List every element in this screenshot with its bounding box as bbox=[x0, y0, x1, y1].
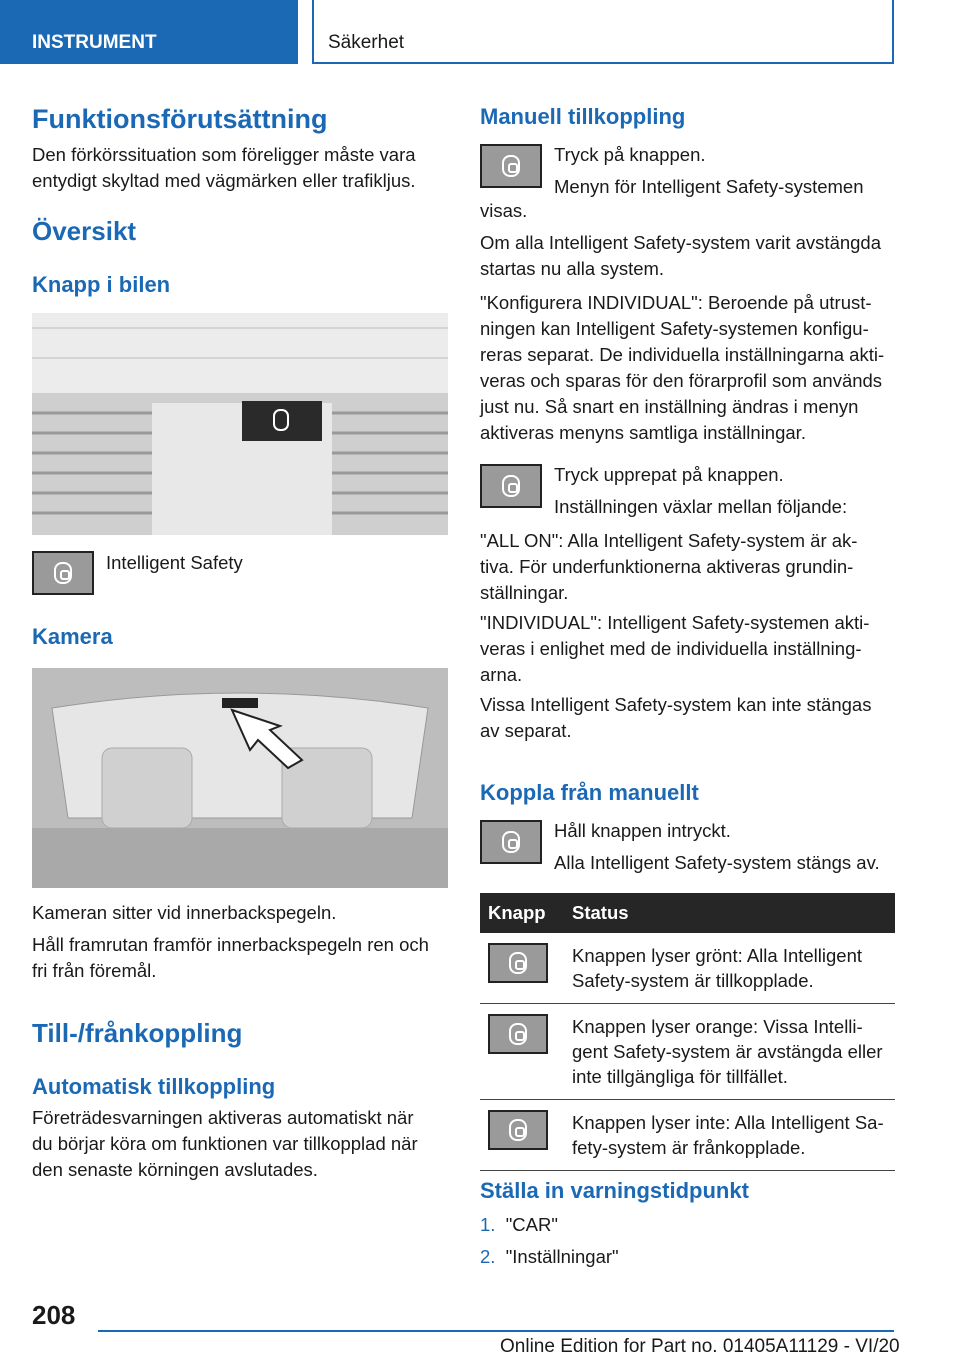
intelligent-safety-button-icon bbox=[32, 551, 94, 595]
step3b: Alla Intelligent Safety-system stängs av. bbox=[554, 852, 880, 873]
step1b-a: Menyn för Intelligent Safety-systemen bbox=[554, 176, 864, 197]
table-row bbox=[480, 1004, 895, 1100]
para-indiv: "INDIVIDUAL": Intelligent Safety-systemen akti- veras i enlighet med de individuella inställning- arna. bbox=[480, 612, 870, 685]
section-tab bbox=[0, 0, 298, 64]
heading-koppla: Koppla från manuellt bbox=[480, 780, 699, 805]
para-konf: "Konfigurera INDIVIDUAL": Beroende på utrust- ningen kan Intelligent Safety-systemen konfigu- reras separat. De individuella inställningarna akti- veras och sparas för den förarprofil som används just nu. Så snart en inställning ändras i menyn aktiveras menyns samtliga inställningar. bbox=[480, 292, 885, 443]
para-auto: Företrädesvarningen aktiveras automatiskt när du börjar köra om funktionen var tillkopplad när den senaste körningen avslutades. bbox=[32, 1107, 418, 1180]
status-cell: Knappen lyser inte: Alla Intelligent Sa- fety-system är frånkopplade. bbox=[564, 1100, 895, 1171]
footer-rule bbox=[98, 1330, 894, 1332]
button-icon-2 bbox=[480, 464, 542, 508]
dashboard-photo bbox=[32, 313, 448, 535]
heading-oversikt: Översikt bbox=[32, 216, 137, 246]
list-item: 1. "CAR" bbox=[480, 1214, 558, 1235]
col-knapp: Knapp bbox=[480, 893, 564, 933]
section-title: INSTRUMENT bbox=[32, 32, 157, 53]
button-green-icon bbox=[488, 943, 548, 983]
heading-kamera: Kamera bbox=[32, 624, 113, 649]
table-row bbox=[480, 933, 895, 1004]
footer-edition: Online Edition for Part no. 01405A11129 - VI/20 bbox=[500, 1336, 900, 1357]
button-off-icon bbox=[488, 1110, 548, 1150]
col-status: Status bbox=[564, 893, 895, 933]
table-row bbox=[480, 1100, 895, 1171]
step2: Tryck upprepat på knappen. bbox=[554, 464, 784, 485]
heading-auto: Automatisk tillkoppling bbox=[32, 1074, 276, 1099]
heading-manuell: Manuell tillkoppling bbox=[480, 104, 686, 129]
button-orange-icon bbox=[488, 1014, 548, 1054]
step1: Tryck på knappen. bbox=[554, 144, 706, 165]
chapter-title: Säkerhet bbox=[328, 32, 405, 53]
chapter-tab bbox=[312, 0, 894, 64]
heading-stalla: Ställa in varningstidpunkt bbox=[480, 1178, 749, 1203]
page-number: 208 bbox=[32, 1300, 76, 1330]
para-kamera2: Håll framrutan framför innerbackspegeln ren och fri från föremål. bbox=[32, 934, 429, 981]
status-cell: Knappen lyser orange: Vissa Intelli- gent Safety-system är avstängda eller inte tillgängliga för tillfället. bbox=[564, 1004, 895, 1100]
status-cell: Knappen lyser grönt: Alla Intelligent Safety-system är tillkopplade. bbox=[564, 933, 895, 1004]
step3: Håll knappen intryckt. bbox=[554, 820, 731, 841]
button-label: Intelligent Safety bbox=[106, 552, 243, 573]
para-funktion: Den förkörssituation som föreligger måste vara entydigt skyltad med vägmärken eller trafikljus. bbox=[32, 144, 416, 191]
camera-photo bbox=[32, 668, 448, 888]
status-table bbox=[480, 893, 895, 1171]
para-vissa: Vissa Intelligent Safety-system kan inte stängas av separat. bbox=[480, 694, 872, 741]
step1b-b: visas. bbox=[480, 200, 528, 221]
interior-illustration bbox=[32, 668, 448, 888]
para-allon: "ALL ON": Alla Intelligent Safety-system är ak- tiva. För underfunktionerna aktiveras grundin- ställningar. bbox=[480, 530, 858, 603]
list-item: 2. "Inställningar" bbox=[480, 1246, 619, 1267]
table-header-row bbox=[480, 893, 895, 933]
button-icon-1 bbox=[480, 144, 542, 188]
button-icon-3 bbox=[480, 820, 542, 864]
dashboard-illustration bbox=[32, 313, 448, 535]
heading-till: Till-/frånkoppling bbox=[32, 1018, 243, 1048]
step2b: Inställningen växlar mellan följande: bbox=[554, 496, 848, 517]
heading-funktion: Funktionsförutsättning bbox=[32, 104, 328, 134]
para-kamera1: Kameran sitter vid innerbackspegeln. bbox=[32, 902, 337, 923]
para-alla: Om alla Intelligent Safety-system varit avstängda startas nu alla system. bbox=[480, 232, 882, 279]
heading-knapp: Knapp i bilen bbox=[32, 272, 171, 297]
